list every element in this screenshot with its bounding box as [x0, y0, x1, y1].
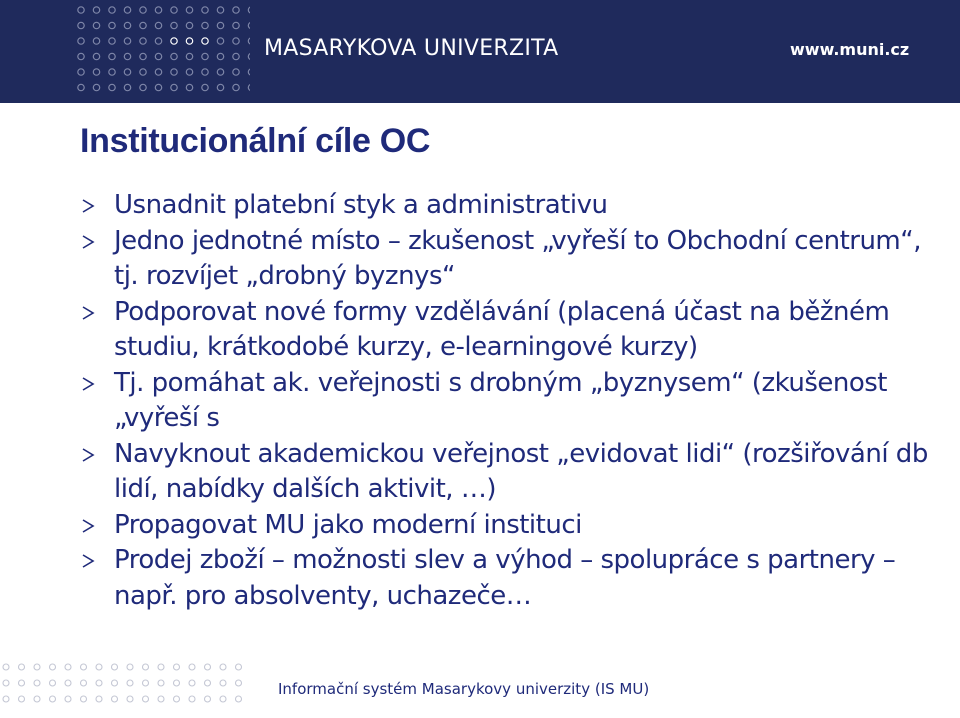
pattern-dot: [3, 680, 9, 686]
pattern-dot: [34, 696, 40, 702]
pattern-dot: [186, 22, 192, 28]
bullet-item: [80, 543, 940, 614]
pattern-dot: [171, 53, 177, 59]
pattern-dot: [19, 680, 25, 686]
pattern-dot: [217, 69, 223, 75]
pattern-dot: [65, 664, 71, 670]
pattern-dot: [217, 84, 223, 90]
pattern-dot: [155, 84, 161, 90]
pattern-dot: [202, 7, 208, 13]
bullet-text: Navyknout akademickou veřejnost „evidovat lidi“ (rozšiřování db lidí, nabídky dalších aktivit, …): [114, 438, 928, 504]
pattern-dot: [143, 664, 149, 670]
pattern-dot: [78, 22, 84, 28]
pattern-dot: [233, 7, 239, 13]
pattern-dot: [124, 53, 130, 59]
pattern-dot: [189, 680, 195, 686]
pattern-dot: [81, 664, 87, 670]
pattern-dot: [96, 696, 102, 702]
pattern-dot: [140, 7, 146, 13]
pattern-dot: [202, 69, 208, 75]
pattern-dot: [171, 7, 177, 13]
pattern-dot: [202, 38, 208, 44]
pattern-dot: [171, 84, 177, 90]
pattern-dot: [171, 22, 177, 28]
pattern-dot: [186, 7, 192, 13]
pattern-dot: [202, 22, 208, 28]
university-url[interactable]: www.muni.cz: [790, 40, 910, 59]
pattern-dot: [93, 69, 99, 75]
pattern-dot: [109, 38, 115, 44]
pattern-dot: [248, 7, 250, 13]
pattern-dot: [124, 7, 130, 13]
arrow-bullet-icon: [80, 374, 96, 394]
pattern-dot: [50, 664, 56, 670]
pattern-dot: [127, 664, 133, 670]
pattern-dot: [189, 664, 195, 670]
pattern-dot: [124, 69, 130, 75]
pattern-dot: [186, 53, 192, 59]
pattern-dot: [171, 69, 177, 75]
pattern-dot: [34, 664, 40, 670]
pattern-dot: [65, 696, 71, 702]
pattern-dot: [112, 696, 118, 702]
slide-title: Institucionální cíle OC: [80, 122, 431, 160]
bullet-item: [80, 188, 940, 224]
pattern-dot: [205, 696, 211, 702]
arrow-bullet-icon: [80, 551, 96, 571]
bullet-text: Tj. pomáhat ak. veřejnosti s drobným „byznysem“ (zkušenost „vyřeší s: [114, 367, 888, 433]
pattern-dot: [81, 680, 87, 686]
pattern-dot: [202, 84, 208, 90]
pattern-dot: [186, 69, 192, 75]
pattern-dot: [189, 696, 195, 702]
pattern-dot: [236, 696, 242, 702]
pattern-dot: [220, 696, 226, 702]
pattern-dot: [248, 69, 250, 75]
pattern-dot: [140, 84, 146, 90]
pattern-dot: [109, 69, 115, 75]
bullet-text: Propagovat MU jako moderní instituci: [114, 509, 582, 540]
pattern-dot: [140, 38, 146, 44]
bullet-list: [80, 188, 940, 614]
pattern-dot: [233, 38, 239, 44]
header-bar: [0, 0, 960, 103]
pattern-dot: [78, 84, 84, 90]
pattern-dot: [112, 680, 118, 686]
arrow-bullet-icon: [80, 445, 96, 465]
pattern-dot: [143, 680, 149, 686]
pattern-dot: [140, 22, 146, 28]
pattern-dot: [155, 7, 161, 13]
pattern-dot: [127, 680, 133, 686]
header-dot-pattern: [0, 0, 250, 103]
pattern-dot: [96, 680, 102, 686]
pattern-dot: [93, 7, 99, 13]
pattern-dot: [50, 696, 56, 702]
pattern-dot: [155, 22, 161, 28]
bullet-text: Podporovat nové formy vzdělávání (placená účast na běžném studiu, krátkodobé kurzy, e-learningové kurzy): [114, 296, 890, 362]
pattern-dot: [109, 53, 115, 59]
arrow-bullet-icon: [80, 232, 96, 252]
pattern-dot: [93, 53, 99, 59]
pattern-dot: [236, 680, 242, 686]
bullet-text: Jedno jednotné místo – zkušenost „vyřeší to Obchodní centrum“, tj. rozvíjet „drobný byznys“: [114, 225, 921, 291]
pattern-dot: [124, 22, 130, 28]
arrow-bullet-icon: [80, 303, 96, 323]
pattern-dot: [233, 53, 239, 59]
pattern-dot: [34, 680, 40, 686]
pattern-dot: [19, 664, 25, 670]
pattern-dot: [248, 53, 250, 59]
bullet-item: [80, 224, 940, 295]
pattern-dot: [174, 696, 180, 702]
pattern-dot: [78, 69, 84, 75]
pattern-dot: [205, 664, 211, 670]
pattern-dot: [65, 680, 71, 686]
pattern-dot: [50, 680, 56, 686]
pattern-dot: [217, 53, 223, 59]
pattern-dot: [202, 53, 208, 59]
pattern-dot: [158, 664, 164, 670]
pattern-dot: [220, 664, 226, 670]
pattern-dot: [96, 664, 102, 670]
pattern-dot: [236, 664, 242, 670]
pattern-dot: [233, 69, 239, 75]
pattern-dot: [155, 38, 161, 44]
pattern-dot: [143, 696, 149, 702]
pattern-dot: [3, 696, 9, 702]
pattern-dot: [233, 22, 239, 28]
bullet-text: Prodej zboží – možnosti slev a výhod – spolupráce s partnery – např. pro absolventy, uchazeče…: [114, 545, 896, 611]
bullet-item: [80, 508, 940, 544]
pattern-dot: [124, 38, 130, 44]
pattern-dot: [220, 680, 226, 686]
pattern-dot: [109, 7, 115, 13]
pattern-dot: [174, 664, 180, 670]
pattern-dot: [93, 38, 99, 44]
bullet-item: [80, 437, 940, 508]
footer-dot-pattern: [0, 663, 250, 718]
pattern-dot: [248, 22, 250, 28]
pattern-dot: [78, 7, 84, 13]
pattern-dot: [158, 696, 164, 702]
pattern-dot: [186, 38, 192, 44]
pattern-dot: [109, 22, 115, 28]
pattern-dot: [186, 84, 192, 90]
pattern-dot: [217, 22, 223, 28]
pattern-dot: [78, 53, 84, 59]
pattern-dot: [233, 84, 239, 90]
pattern-dot: [127, 696, 133, 702]
pattern-dot: [78, 38, 84, 44]
bullet-item: [80, 295, 940, 366]
pattern-dot: [155, 53, 161, 59]
pattern-dot: [19, 696, 25, 702]
pattern-dot: [109, 84, 115, 90]
university-name: MASARYKOVA UNIVERZITA: [264, 36, 559, 61]
arrow-bullet-icon: [80, 516, 96, 536]
pattern-dot: [93, 22, 99, 28]
pattern-dot: [171, 38, 177, 44]
pattern-dot: [124, 84, 130, 90]
arrow-bullet-icon: [80, 196, 96, 216]
pattern-dot: [248, 84, 250, 90]
pattern-dot: [217, 38, 223, 44]
pattern-dot: [158, 680, 164, 686]
pattern-dot: [81, 696, 87, 702]
pattern-dot: [140, 53, 146, 59]
pattern-dot: [205, 680, 211, 686]
footer-text: Informační systém Masarykovy univerzity (IS MU): [278, 680, 650, 698]
bullet-item: [80, 366, 940, 437]
pattern-dot: [93, 84, 99, 90]
pattern-dot: [140, 69, 146, 75]
pattern-dot: [112, 664, 118, 670]
pattern-dot: [3, 664, 9, 670]
pattern-dot: [174, 680, 180, 686]
pattern-dot: [155, 69, 161, 75]
pattern-dot: [217, 7, 223, 13]
pattern-dot: [248, 38, 250, 44]
bullet-text: Usnadnit platební styk a administrativu: [114, 190, 608, 220]
